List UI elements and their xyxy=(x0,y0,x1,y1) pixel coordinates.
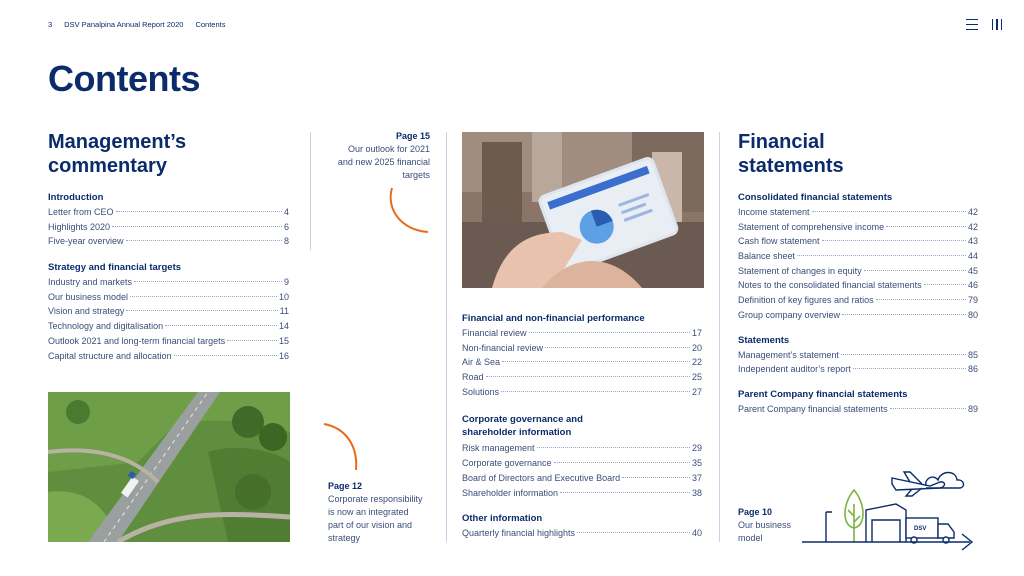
toc-entry-page: 46 xyxy=(967,280,978,291)
dot-leader xyxy=(886,226,966,227)
parent-company-group-title: Parent Company financial statements xyxy=(738,388,908,400)
toc-entry-page: 6 xyxy=(283,221,289,232)
toc-entry[interactable] xyxy=(738,236,978,251)
toc-entry-label: Five-year overview xyxy=(48,236,124,247)
toc-entry-label: Independent auditor’s report xyxy=(738,364,851,375)
airplane-icon xyxy=(892,472,945,496)
toc-entry-page: 37 xyxy=(691,472,702,483)
toc-entry[interactable] xyxy=(738,364,978,379)
callout-text: targets xyxy=(402,170,430,180)
dot-leader xyxy=(822,240,966,241)
toc-entry[interactable] xyxy=(738,295,978,310)
toc-entry[interactable] xyxy=(462,473,702,488)
financial-statements-section xyxy=(738,130,978,419)
toc-entry[interactable] xyxy=(48,321,289,336)
management-section-title xyxy=(48,130,289,178)
toc-entry-label: Our business model xyxy=(48,291,129,302)
toc-entry-page: 16 xyxy=(278,350,289,361)
callout-text: part of our vision and xyxy=(328,520,413,530)
toc-entry-label: Risk management xyxy=(462,443,535,454)
callout-text: Our business xyxy=(738,520,792,530)
page-title: Contents xyxy=(48,58,200,99)
toc-entry-label: Non-financial review xyxy=(462,342,544,353)
callout-page-label: Page 15 xyxy=(395,131,430,141)
strategy-list xyxy=(48,277,289,365)
toc-entry[interactable] xyxy=(738,310,978,325)
divider xyxy=(310,132,311,250)
management-title-line2: commentary xyxy=(48,155,167,177)
dot-leader xyxy=(890,408,966,409)
strategy-group-title: Strategy and financial targets xyxy=(48,262,182,274)
toc-entry[interactable] xyxy=(738,404,978,419)
dot-leader xyxy=(853,368,966,369)
dot-leader xyxy=(529,332,690,333)
toc-entry-page: 11 xyxy=(279,306,289,317)
dot-leader xyxy=(841,354,966,355)
toc-entry-label: Shareholder information xyxy=(462,487,559,498)
governance-group-title xyxy=(462,413,702,439)
toc-entry-page: 29 xyxy=(691,443,702,454)
dot-leader xyxy=(842,314,966,315)
dot-leader xyxy=(126,310,277,311)
dot-leader xyxy=(501,391,690,392)
toc-entry-label: Letter from CEO xyxy=(48,207,114,217)
toc-entry-label: Parent Company financial statements xyxy=(738,403,888,414)
highway-aerial-photo xyxy=(48,392,290,542)
toc-entry-label: Definition of key figures and ratios xyxy=(738,295,874,306)
toc-entry[interactable] xyxy=(48,277,289,292)
management-commentary-section xyxy=(48,130,289,365)
toc-entry[interactable] xyxy=(48,236,289,251)
toc-entry-label: Cash flow statement xyxy=(738,236,820,247)
toc-entry-page: 86 xyxy=(967,364,978,375)
warehouse-icon xyxy=(866,504,906,542)
dot-leader xyxy=(577,532,690,533)
governance-title-line2: shareholder information xyxy=(462,427,572,439)
toc-entry-page: 35 xyxy=(691,458,702,469)
header-report-title: DSV Panalpina Annual Report 2020 xyxy=(64,20,184,29)
toc-entry-page: 4 xyxy=(283,207,289,217)
dot-leader xyxy=(560,492,690,493)
toc-entry[interactable] xyxy=(48,222,289,237)
toc-entry-page: 14 xyxy=(278,321,289,332)
toc-entry-label: Vision and strategy xyxy=(48,306,125,317)
toc-entry-page: 20 xyxy=(691,342,702,353)
financial-title-line2: statements xyxy=(738,155,844,177)
toc-entry[interactable] xyxy=(738,266,978,281)
toc-entry-label: Balance sheet xyxy=(738,251,796,262)
toc-entry-page: 43 xyxy=(967,236,978,247)
toc-entry-label: Road xyxy=(462,372,484,383)
dot-leader xyxy=(112,226,282,227)
toc-entry-label: Air & Sea xyxy=(462,357,501,368)
toc-entry-page: 22 xyxy=(691,357,702,368)
toc-entry-page: 42 xyxy=(967,221,978,232)
dot-leader xyxy=(130,296,277,297)
toc-entry-page: 42 xyxy=(967,207,978,217)
toc-entry[interactable] xyxy=(462,458,702,473)
dot-leader xyxy=(502,361,690,362)
chapters-icon[interactable] xyxy=(992,19,1002,30)
toc-entry-label: Statement of comprehensive income xyxy=(738,221,885,232)
toc-entry[interactable] xyxy=(462,328,702,343)
toc-entry-page: 10 xyxy=(278,291,289,302)
callout-text: and new 2025 financial xyxy=(337,157,430,167)
hamburger-menu-icon[interactable] xyxy=(966,19,978,30)
statements-list xyxy=(738,350,978,379)
toc-entry[interactable] xyxy=(48,336,289,351)
performance-section xyxy=(462,313,702,543)
financial-title-line1: Financial xyxy=(738,131,825,153)
orange-arc-decoration xyxy=(386,186,432,236)
toc-entry-label: Group company overview xyxy=(738,309,841,320)
toc-entry-label: Outlook 2021 and long-term financial targets xyxy=(48,335,226,346)
dot-leader xyxy=(864,270,966,271)
dot-leader xyxy=(227,340,277,341)
toc-entry-label: Income statement xyxy=(738,207,810,217)
toc-entry[interactable] xyxy=(462,528,702,543)
dot-leader xyxy=(165,325,277,326)
dot-leader xyxy=(134,281,282,282)
toc-entry[interactable] xyxy=(48,351,289,366)
other-information-list xyxy=(462,528,702,543)
toc-entry-page: 79 xyxy=(967,295,978,306)
toc-entry[interactable] xyxy=(738,222,978,237)
tree-icon xyxy=(845,490,863,542)
callout-text: Corporate responsibility xyxy=(328,494,423,504)
toc-entry-page: 15 xyxy=(278,335,289,346)
toc-entry-page: 85 xyxy=(967,349,978,360)
toc-entry-label: Financial review xyxy=(462,328,527,338)
callout-page-10[interactable] xyxy=(738,506,808,545)
toc-entry-label: Management’s statement xyxy=(738,349,839,360)
header-section[interactable]: Contents xyxy=(195,20,226,29)
truck-logo-text: DSV xyxy=(914,526,927,532)
toc-entry[interactable] xyxy=(462,372,702,387)
introduction-list xyxy=(48,207,289,251)
toc-entry-label: Board of Directors and Executive Board xyxy=(462,472,621,483)
consolidated-list xyxy=(738,207,978,325)
callout-text: is now an integrated xyxy=(328,507,409,517)
toc-entry-label: Statement of changes in equity xyxy=(738,265,862,276)
header-page-number: 3 xyxy=(48,20,53,29)
consolidated-group-title: Consolidated financial statements xyxy=(738,192,893,203)
toc-entry[interactable] xyxy=(462,343,702,358)
toc-entry[interactable] xyxy=(738,251,978,266)
toc-entry-page: 80 xyxy=(967,309,978,320)
toc-entry[interactable] xyxy=(48,292,289,307)
dot-leader xyxy=(812,211,966,212)
toc-entry[interactable] xyxy=(738,207,978,222)
toc-entry-label: Technology and digitalisation xyxy=(48,321,164,332)
toc-entry-page: 40 xyxy=(691,528,702,539)
toc-entry-page: 44 xyxy=(967,251,978,262)
dot-leader xyxy=(554,462,690,463)
divider xyxy=(446,132,447,542)
toc-entry-page: 45 xyxy=(967,265,978,276)
orange-arc-decoration xyxy=(322,420,362,472)
toc-entry[interactable] xyxy=(738,350,978,365)
divider xyxy=(719,132,720,542)
callout-text: model xyxy=(738,533,763,543)
toc-entry[interactable] xyxy=(48,306,289,321)
menu-buttons xyxy=(966,19,1002,30)
toc-entry[interactable] xyxy=(462,443,702,458)
dot-leader xyxy=(622,477,690,478)
toc-entry-page: 17 xyxy=(691,328,702,338)
dot-leader xyxy=(876,299,966,300)
header-bar xyxy=(48,20,225,29)
toc-entry-label: Industry and markets xyxy=(48,277,133,288)
management-title-line1: Management’s xyxy=(48,131,187,153)
callout-text: strategy xyxy=(328,533,361,543)
callout-page-label: Page 12 xyxy=(328,481,363,491)
dot-leader xyxy=(537,447,690,448)
toc-entry-page: 27 xyxy=(691,386,702,397)
dot-leader xyxy=(174,355,277,356)
callout-page-12[interactable] xyxy=(328,480,438,545)
callout-text: Our outlook for 2021 xyxy=(347,144,430,154)
toc-entry-label: Corporate governance xyxy=(462,458,552,469)
toc-entry[interactable] xyxy=(738,280,978,295)
other-information-group-title: Other information xyxy=(462,513,543,525)
performance-list xyxy=(462,328,702,401)
toc-entry-page: 38 xyxy=(691,487,702,498)
governance-list xyxy=(462,443,702,502)
toc-entry-page: 89 xyxy=(967,403,978,414)
dot-leader xyxy=(924,284,966,285)
toc-entry-page: 25 xyxy=(691,372,702,383)
toc-entry-label: Solutions xyxy=(462,386,500,397)
toc-entry[interactable] xyxy=(462,488,702,503)
tablet-photo xyxy=(462,132,704,288)
callout-page-label: Page 10 xyxy=(738,507,773,517)
financial-section-title xyxy=(738,130,978,178)
dot-leader xyxy=(116,211,282,212)
performance-group-title: Financial and non-financial performance xyxy=(462,313,645,324)
toc-entry-label: Highlights 2020 xyxy=(48,221,111,232)
toc-entry-page: 8 xyxy=(283,236,289,247)
dot-leader xyxy=(797,255,966,256)
toc-entry-label: Capital structure and allocation xyxy=(48,350,172,361)
business-model-illustration xyxy=(800,460,985,555)
dot-leader xyxy=(486,376,690,377)
toc-entry-label: Notes to the consolidated financial statements xyxy=(738,280,922,291)
toc-entry[interactable] xyxy=(462,357,702,372)
parent-company-list xyxy=(738,404,978,419)
introduction-group-title: Introduction xyxy=(48,192,104,203)
dot-leader xyxy=(126,240,282,241)
toc-entry-page: 9 xyxy=(283,277,289,288)
toc-entry-label: Quarterly financial highlights xyxy=(462,528,576,539)
toc-entry[interactable] xyxy=(48,207,289,222)
statements-group-title: Statements xyxy=(738,334,790,346)
dot-leader xyxy=(545,347,690,348)
callout-page-15[interactable] xyxy=(320,130,430,182)
governance-title-line1: Corporate governance and xyxy=(462,414,583,426)
toc-entry[interactable] xyxy=(462,387,702,402)
